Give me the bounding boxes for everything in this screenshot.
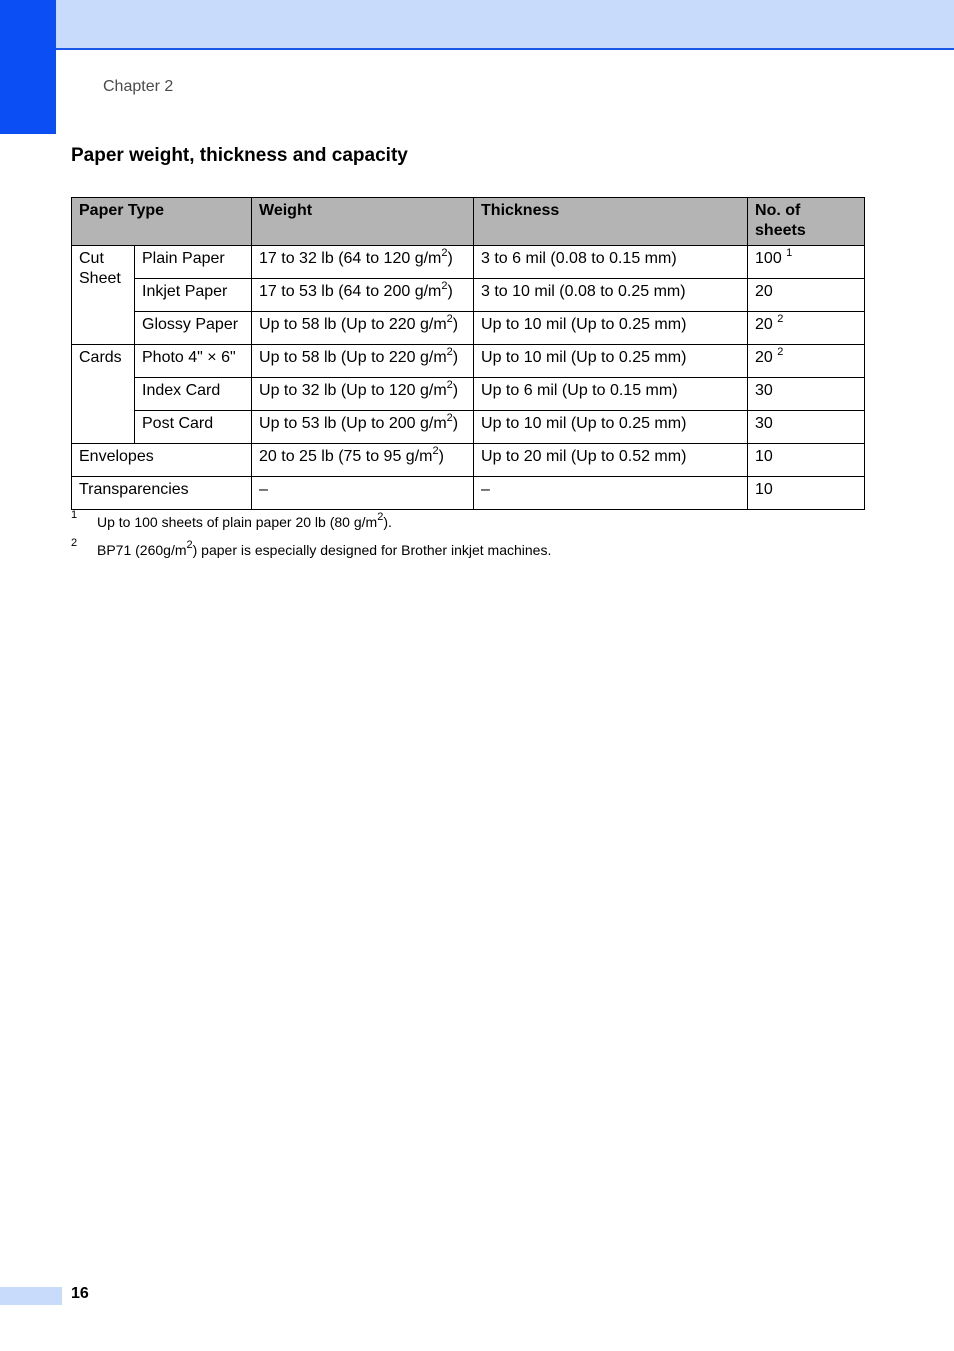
- weight-text-end: ): [447, 283, 453, 300]
- weight-text: Up to 53 lb (Up to 200 g/m: [259, 415, 447, 432]
- group-cut-sheet-line1: Cut: [79, 250, 104, 267]
- group-cut-sheet: [72, 246, 135, 345]
- weight-text: 17 to 53 lb (64 to 200 g/m: [259, 283, 442, 300]
- cell-sheets: [748, 444, 865, 477]
- page-number-bar: [0, 1287, 62, 1305]
- footnote-superscript: 2: [377, 511, 384, 523]
- weight-text-end: ): [447, 250, 453, 267]
- sheets-value: 30: [755, 382, 773, 399]
- cell-sheets: [748, 477, 865, 510]
- weight-text-end: ): [438, 448, 444, 465]
- cell-thickness: 3 to 10 mil (0.08 to 0.25 mm): [474, 279, 748, 312]
- header-paper-type: Paper Type: [72, 198, 252, 246]
- sheets-value: 100: [755, 250, 782, 267]
- weight-text-end: ): [452, 382, 459, 399]
- weight-text-end: ): [452, 415, 459, 432]
- weight-text: Up to 32 lb (Up to 120 g/m: [259, 382, 447, 399]
- sheets-value: 20: [755, 283, 773, 300]
- header-sheets-line2: sheets: [755, 222, 806, 239]
- cell-weight: [252, 477, 474, 510]
- cell-weight: [252, 246, 474, 279]
- footnote-number: 2: [71, 537, 78, 549]
- page-number: 16: [71, 1285, 89, 1302]
- weight-text: 20 to 25 lb (75 to 95 g/m: [259, 448, 433, 465]
- cell-paper-type: Inkjet Paper: [135, 279, 252, 312]
- table-header-row: [72, 198, 865, 246]
- sheets-value: 20: [755, 316, 773, 333]
- table-row: [72, 444, 865, 477]
- cell-weight: [252, 312, 474, 345]
- cell-thickness: Up to 10 mil (Up to 0.25 mm): [474, 312, 748, 345]
- footnote-ref: 1: [786, 247, 793, 259]
- cell-paper-type: Plain Paper: [135, 246, 252, 279]
- weight-text-end: ): [452, 316, 459, 333]
- paper-spec-table: [71, 197, 865, 510]
- table-row: [72, 411, 865, 444]
- weight-superscript: 2: [441, 280, 448, 292]
- table-row: [72, 279, 865, 312]
- group-cut-sheet-line2: Sheet: [79, 270, 121, 287]
- weight-text: Up to 58 lb (Up to 220 g/m: [259, 316, 447, 333]
- footnote-superscript: 2: [186, 539, 193, 551]
- cell-sheets: [748, 279, 865, 312]
- cell-paper-type: Post Card: [135, 411, 252, 444]
- weight-superscript: 2: [432, 445, 439, 457]
- cell-weight: [252, 378, 474, 411]
- footnote-number: 1: [71, 509, 78, 521]
- weight-superscript: 2: [446, 346, 453, 358]
- footnote-text: [97, 511, 392, 530]
- cell-weight: [252, 444, 474, 477]
- sheets-value: 30: [755, 415, 773, 432]
- cell-sheets: [748, 378, 865, 411]
- cell-paper-type: Transparencies: [72, 477, 252, 510]
- weight-text: 17 to 32 lb (64 to 120 g/m: [259, 250, 442, 267]
- weight-superscript: 2: [446, 313, 453, 325]
- cell-sheets: [748, 345, 865, 378]
- cell-sheets: [748, 411, 865, 444]
- weight-text-end: ): [452, 349, 459, 366]
- cell-paper-type: Glossy Paper: [135, 312, 252, 345]
- cell-thickness: Up to 6 mil (Up to 0.15 mm): [474, 378, 748, 411]
- header-band: [56, 0, 954, 50]
- cell-paper-type: Envelopes: [72, 444, 252, 477]
- footnote-ref: 2: [777, 313, 784, 325]
- weight-text: Up to 58 lb (Up to 220 g/m: [259, 349, 447, 366]
- chapter-label: Chapter 2: [103, 78, 174, 95]
- cell-weight: [252, 279, 474, 312]
- table-row: [72, 246, 865, 279]
- weight-text: –: [259, 481, 268, 498]
- cell-sheets: [748, 312, 865, 345]
- cell-thickness: Up to 10 mil (Up to 0.25 mm): [474, 345, 748, 378]
- table-row: [72, 477, 865, 510]
- cell-thickness: Up to 20 mil (Up to 0.52 mm): [474, 444, 748, 477]
- sheets-value: 10: [755, 481, 773, 498]
- weight-superscript: 2: [441, 247, 448, 259]
- cell-thickness: –: [474, 477, 748, 510]
- cell-paper-type: Photo 4" × 6": [135, 345, 252, 378]
- header-weight: Weight: [252, 198, 474, 246]
- section-title: Paper weight, thickness and capacity: [71, 145, 408, 166]
- footnote-text-end: ).: [383, 514, 392, 530]
- footnote-ref: 2: [777, 346, 784, 358]
- sheets-value: 10: [755, 448, 773, 465]
- footnote-text-start: BP71 (260g/m: [97, 542, 187, 558]
- header-sheets-line1: No. of: [755, 202, 801, 219]
- group-cards: Cards: [72, 345, 135, 444]
- footnote-text-end: ) paper is especially designed for Brother inkjet machines.: [192, 542, 552, 558]
- table-row: [72, 378, 865, 411]
- chapter-side-tab: [0, 0, 56, 134]
- weight-superscript: 2: [446, 412, 453, 424]
- table-row: [72, 345, 865, 378]
- cell-thickness: 3 to 6 mil (0.08 to 0.15 mm): [474, 246, 748, 279]
- header-sheets: [748, 198, 865, 246]
- cell-sheets: [748, 246, 865, 279]
- table-row: [72, 312, 865, 345]
- cell-paper-type: Index Card: [135, 378, 252, 411]
- cell-thickness: Up to 10 mil (Up to 0.25 mm): [474, 411, 748, 444]
- cell-weight: [252, 345, 474, 378]
- header-thickness: Thickness: [474, 198, 748, 246]
- weight-superscript: 2: [446, 379, 453, 391]
- cell-weight: [252, 411, 474, 444]
- footnote-text-start: Up to 100 sheets of plain paper 20 lb (80 g/m: [97, 514, 378, 530]
- sheets-value: 20: [755, 349, 773, 366]
- footnote-text: [97, 539, 552, 558]
